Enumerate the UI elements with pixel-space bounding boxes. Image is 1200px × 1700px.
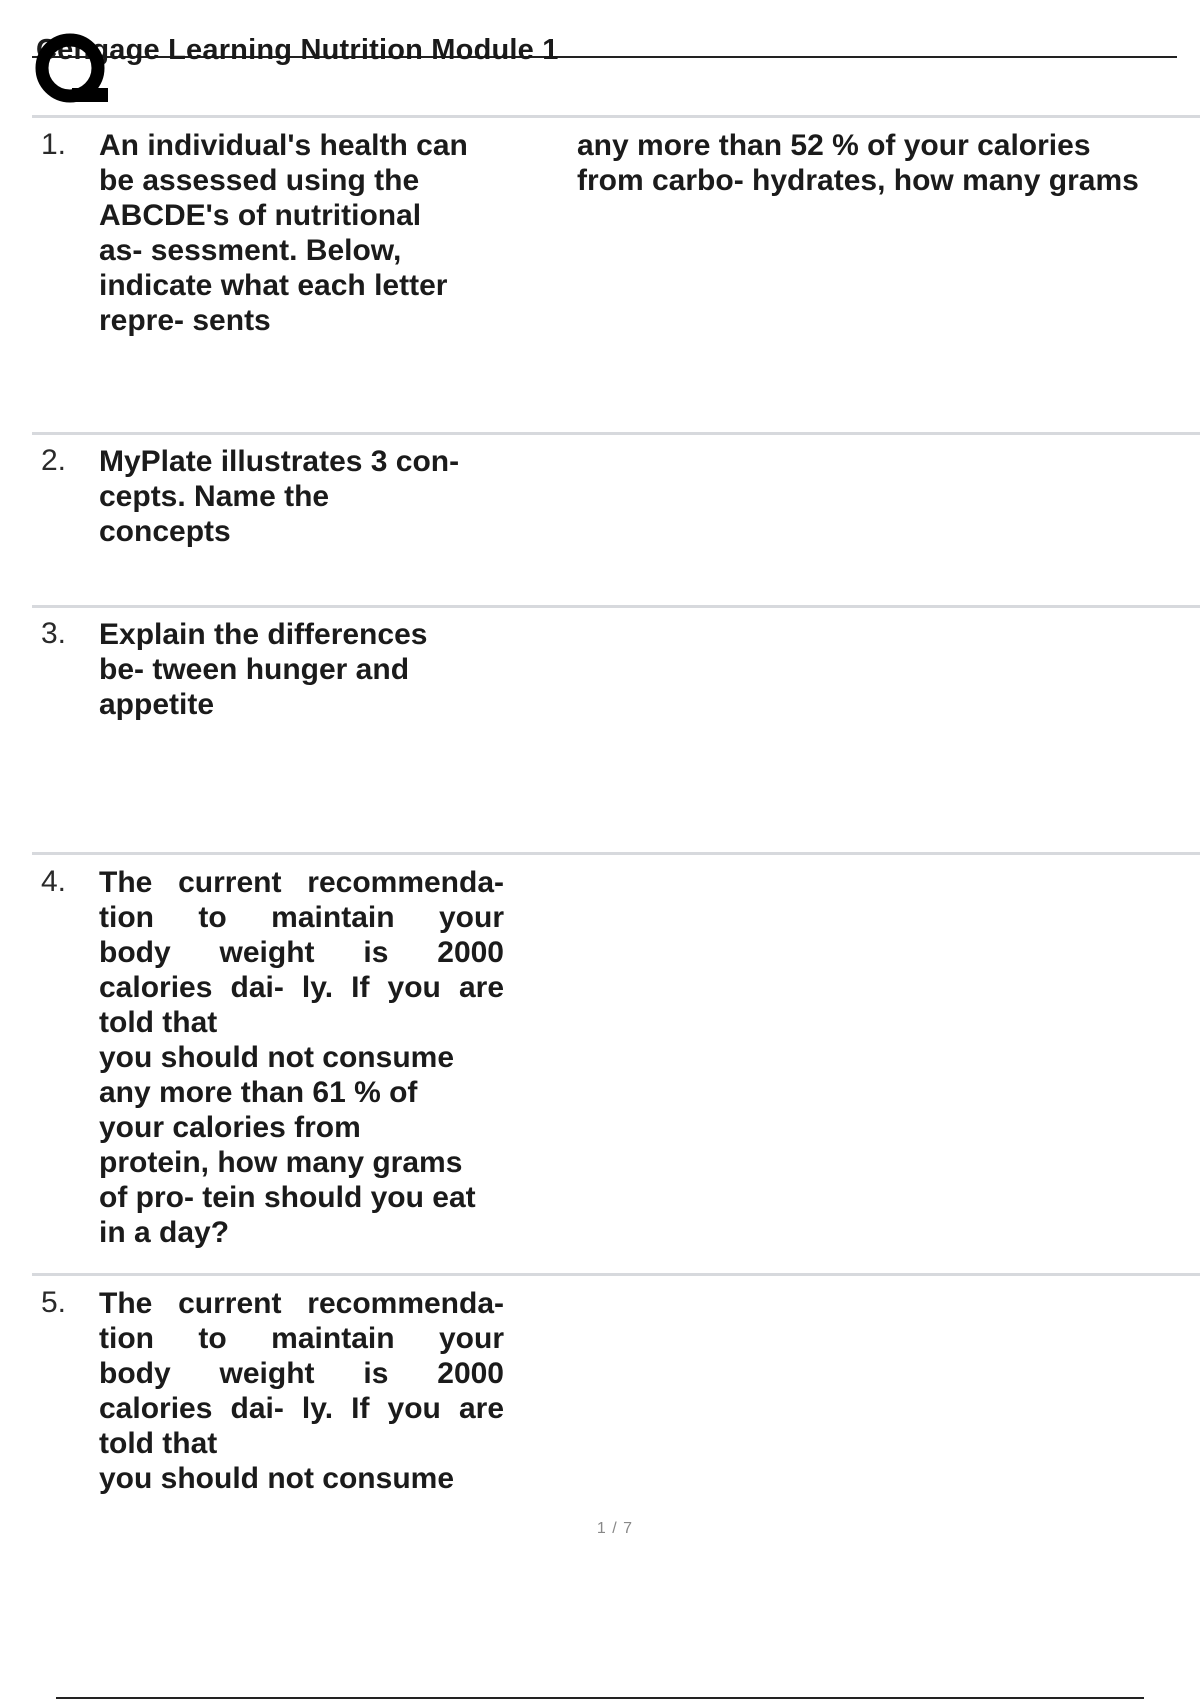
answer-text (577, 128, 1177, 198)
bottom-rule (56, 1697, 1144, 1699)
question-line: calories dai- ly. If you are (99, 1392, 504, 1425)
question-line: of pro- tein should you eat (99, 1181, 476, 1214)
question-line: protein, how many grams (99, 1146, 463, 1179)
question-number: 1. (41, 128, 67, 161)
question-line: body weight is 2000 (99, 1357, 504, 1390)
question-text (99, 1286, 504, 1496)
question-line: as- sessment. Below, (99, 234, 402, 267)
question-line: in a day? (99, 1216, 230, 1249)
question-number: 4. (41, 865, 67, 898)
question-row-2 (32, 432, 1200, 608)
question-line: body weight is 2000 (99, 936, 504, 969)
question-line: any more than 61 % of (99, 1076, 418, 1109)
question-line: Explain the differences (99, 618, 428, 651)
page-indicator: 1 / 7 (596, 1520, 634, 1537)
question-row-5 (32, 1273, 1200, 1516)
q-logo-icon (32, 30, 112, 110)
question-line: The current recommenda- (99, 866, 504, 899)
question-line: you should not consume (99, 1041, 455, 1074)
question-line: MyPlate illustrates 3 con- (99, 445, 460, 478)
question-line: cepts. Name the (99, 480, 330, 513)
question-row-1 (32, 115, 1200, 435)
question-line: indicate what each letter (99, 269, 448, 302)
question-line: An individual's health can (99, 129, 468, 162)
question-line: you should not consume (99, 1462, 455, 1495)
question-line: tion to maintain your (99, 901, 504, 934)
question-line: be assessed using the (99, 164, 420, 197)
question-line: calories dai- ly. If you are (99, 971, 504, 1004)
question-line: concepts (99, 515, 231, 548)
question-line: ABCDE's of nutritional (99, 199, 422, 232)
question-row-3 (32, 605, 1200, 855)
question-number: 5. (41, 1286, 67, 1319)
question-line: be- tween hunger and (99, 653, 410, 686)
question-line: The current recommenda- (99, 1287, 504, 1320)
question-text (99, 444, 504, 549)
page-title: Cengage Learning Nutrition Module 1 (36, 34, 559, 66)
answer-line: any more than 52 % of your calories (577, 129, 1091, 162)
question-number: 2. (41, 444, 67, 477)
question-line: told that (99, 1427, 218, 1460)
question-line: appetite (99, 688, 215, 721)
page-header (32, 30, 1177, 110)
question-text (99, 128, 504, 338)
question-line: repre- sents (99, 304, 271, 337)
answer-line: from carbo- hydrates, how many grams (577, 164, 1139, 197)
question-line: told that (99, 1006, 218, 1039)
question-number: 3. (41, 617, 67, 650)
question-line: your calories from (99, 1111, 361, 1144)
question-text (99, 617, 504, 722)
question-line: tion to maintain your (99, 1322, 504, 1355)
question-text (99, 865, 504, 1250)
question-row-4 (32, 852, 1200, 1276)
